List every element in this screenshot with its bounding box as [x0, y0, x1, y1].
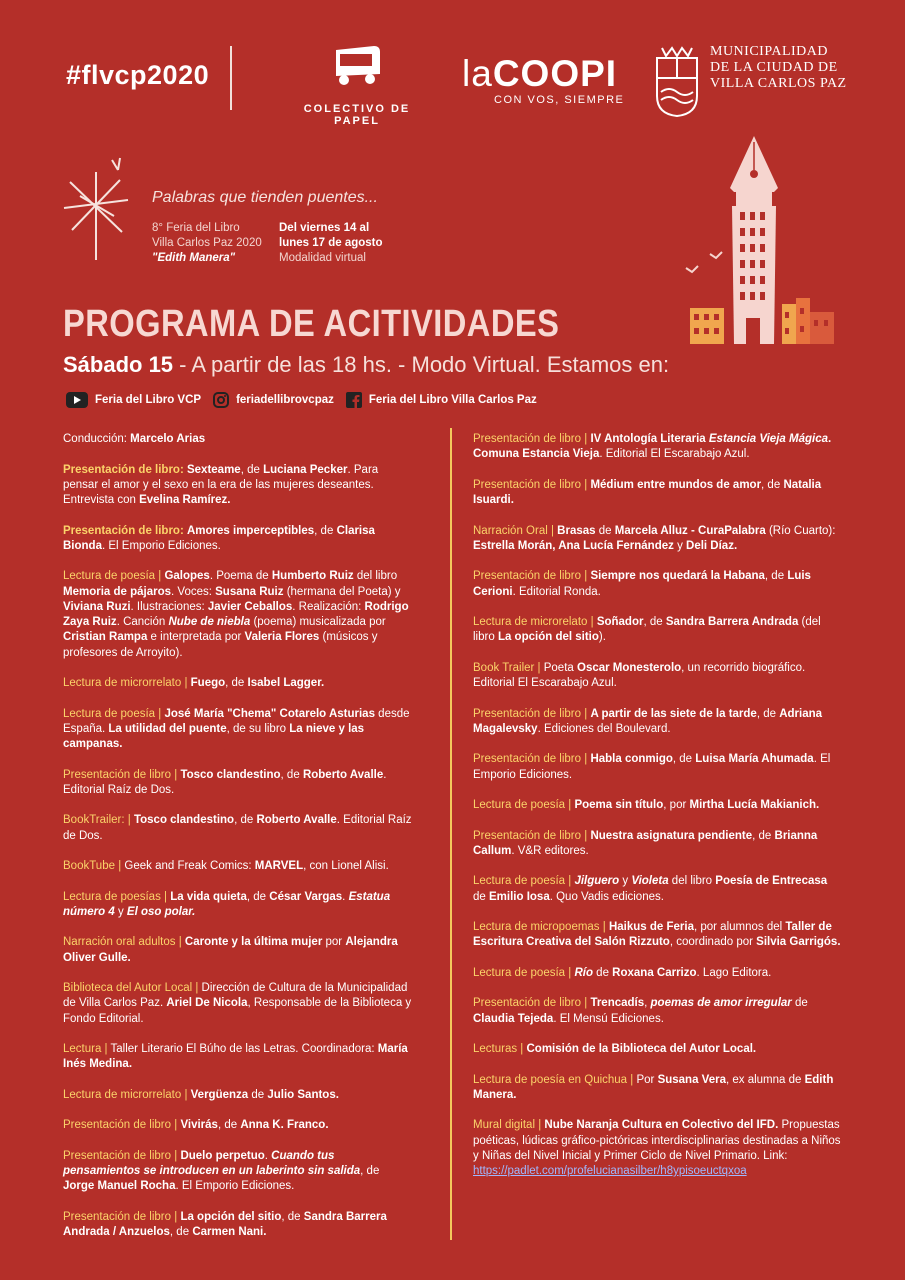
program-item: Lectura de poesía en Quichua | Por Susana Vera, ex alumna de Edith Manera.: [473, 1073, 834, 1101]
colectivo-de-papel-logo: [282, 44, 432, 127]
program-item: Lectura de microrrelato | Fuego, de Isabel Lagger.: [63, 677, 325, 689]
program-item: Lectura de micropoemas | Haikus de Feria, por alumnos del Taller de Escritura Creativa del Salón Rizzuto, coordinado por Silvia Garrigós.: [473, 921, 841, 949]
coat-of-arms-icon: [652, 44, 702, 118]
spark-icon: [60, 152, 132, 262]
program-item: Presentación de libro | Vivirás, de Anna K. Franco.: [63, 1119, 329, 1132]
header-divider: [230, 46, 232, 110]
feria-info: [152, 221, 262, 266]
facebook-label: Feria del Libro Villa Carlos Paz: [368, 394, 537, 406]
program-item: Presentación de libro | Tosco clandestino, de Roberto Avalle. Editorial Raíz de Dos.: [63, 768, 387, 796]
program-item: Presentación de libro: Sexteame, de Luciana Pecker. Para pensar el amor y el sexo en la era de las mujeres deseantes. Entrevista con Evelina Ramírez.: [63, 463, 379, 506]
facebook-link[interactable]: [346, 392, 537, 408]
coopi-logo: [462, 54, 624, 106]
program-item: Presentación de libro: Amores imperceptibles, de Clarisa Bionda. El Emporio Ediciones.: [63, 524, 375, 552]
program-item: Biblioteca del Autor Local | Dirección de Cultura de la Municipalidad de Villa Carlos Paz. Ariel De Nicola, Responsable de la Biblioteca y Fondo Editorial.: [63, 982, 412, 1025]
program-right-column: [473, 432, 841, 1195]
program-item: Presentación de libro | IV Antología Literaria Estancia Vieja Mágica. Comuna Estancia Vieja. Editorial El Escarabajo Azul.: [473, 433, 832, 461]
muni-line-3: VILLA CARLOS PAZ: [710, 76, 847, 91]
program-item: Lectura de poesía | Poema sin título, por Mirtha Lucía Makianich.: [473, 799, 820, 811]
bus-icon: [330, 44, 384, 88]
program-item: Presentación de libro | Trencadís, poemas de amor irregular de Claudia Tejeda. El Mensú Ediciones.: [473, 997, 808, 1025]
pen-tower-illustration: [682, 132, 842, 348]
program-item: Presentación de libro | A partir de las siete de la tarde, de Adriana Magalevsky. Ediciones del Boulevard.: [473, 707, 823, 735]
coopi-main: COOPI: [492, 53, 618, 94]
program-item: Lectura de poesía | Río de Roxana Carrizo. Lago Editora.: [473, 966, 772, 979]
facebook-icon: [346, 392, 362, 408]
feria-line-2: Villa Carlos Paz 2020: [152, 237, 262, 249]
program-item: BookTrailer: | Tosco clandestino, de Roberto Avalle. Editorial Raíz de Dos.: [63, 814, 412, 842]
muni-line-1: MUNICIPALIDAD: [710, 44, 828, 59]
program-item: Presentación de libro | Médium entre mundos de amor, de Natalia Isuardi.: [473, 478, 822, 506]
program-item: Narración Oral | Brasas de Marcela Alluz - CuraPalabra (Río Cuarto): Estrella Morán, Ana Lucía Fernández y Deli Díaz.: [473, 524, 836, 552]
program-title: PROGRAMA DE ACITIVIDADES: [63, 303, 560, 345]
feria-line-3: "Edith Manera": [152, 252, 236, 264]
program-day-rest: - A partir de las 18 hs. - Modo Virtual. Estamos en:: [173, 352, 670, 377]
coopi-la: la: [462, 53, 493, 94]
program-left-column: [63, 432, 413, 1256]
program-item: Lectura de poesías | La vida quieta, de César Vargas. Estatua número 4 y El oso polar.: [63, 890, 391, 918]
program-item: Mural digital | Nube Naranja Cultura en Colectivo del IFD. Propuestas poéticas, lúdicas gráfico-pictóricas interdisciplinarias destinadas a Niños y Niñas del Nivel Inicial y Primer Ciclo de Nivel Primario. Link: https://padlet.com/profelucianasilber/h8ypisoeuctqxoa: [473, 1119, 841, 1177]
program-item: Presentación de libro | Duelo perpetuo. Cuando tus pensamientos se introducen en un laberinto sin salida, de Jorge Manuel Rocha. El Emporio Ediciones.: [63, 1149, 380, 1193]
instagram-label: feriadellibrovcpaz: [236, 394, 334, 406]
instagram-link[interactable]: [213, 392, 334, 408]
column-divider: [450, 428, 452, 1240]
dates-line-2: lunes 17 de agosto: [279, 237, 383, 249]
youtube-icon: [66, 392, 88, 408]
program-item: Conducción: Marcelo Arias: [63, 433, 206, 445]
program-item: Presentación de libro | Siempre nos quedará la Habana, de Luis Cerioni. Editorial Ronda.: [473, 570, 811, 598]
program-item: Lectura de microrelato | Soñador, de Sandra Barrera Andrada (del libro La opción del sitio).: [473, 616, 821, 644]
program-item: Lectura de poesía | José María "Chema" Cotarelo Asturias desde España. La utilidad del puente, de su libro La nieve y las campanas.: [63, 707, 410, 750]
padlet-link[interactable]: https://padlet.com/profelucianasilber/h8ypisoeuctqxoa: [473, 1165, 747, 1177]
program-item: Lecturas | Comisión de la Biblioteca del Autor Local.: [473, 1043, 757, 1055]
dates-line-1: Del viernes 14 al: [279, 222, 370, 234]
program-item: Lectura de poesía | Jilguero y Violeta del libro Poesía de Entrecasa de Emilio Iosa. Quo Vadis ediciones.: [473, 875, 828, 903]
program-subtitle: [63, 352, 669, 378]
colectivo-label: COLECTIVO DE PAPEL: [303, 103, 411, 127]
municipalidad-logo: [652, 44, 847, 118]
program-item: Presentación de libro | Nuestra asignatura pendiente, de Brianna Callum. V&R editores.: [473, 829, 818, 857]
program-item: Lectura de poesía | Galopes. Poema de Humberto Ruiz del libro Memoria de pájaros. Voces: Susana Ruiz (hermana del Poeta) y Viviana Ruzi. Ilustraciones: Javier Ceballos. Realización: Rodrigo Zaya Ruiz. Canción Nube de niebla (poema) musicalizada por Cristian Rampa e interpretada por Valeria Flores (músicos y profesores de Arroyito).: [63, 570, 409, 659]
program-item: Presentación de libro | La opción del sitio, de Sandra Barrera Andrada / Anzuelos, de Carmen Nani.: [63, 1210, 387, 1238]
muni-line-2: DE LA CIUDAD DE: [710, 60, 838, 75]
coopi-slogan: CON VOS, SIEMPRE: [494, 94, 625, 106]
hashtag: #flvcp2020: [66, 60, 210, 90]
youtube-link[interactable]: [66, 392, 201, 408]
program-day: Sábado 15: [63, 352, 174, 377]
youtube-label: Feria del Libro VCP: [95, 394, 202, 406]
program-item: Presentación de libro | Habla conmigo, de Luisa María Ahumada. El Emporio Ediciones.: [473, 753, 831, 781]
feria-line-1: 8° Feria del Libro: [152, 222, 240, 234]
program-item: Narración oral adultos | Caronte y la última mujer por Alejandra Oliver Gulle.: [63, 936, 398, 964]
dates-info: [279, 221, 383, 266]
social-links: [66, 392, 549, 408]
program-item: Lectura de microrrelato | Vergüenza de Julio Santos.: [63, 1088, 339, 1101]
program-item: Lectura | Taller Literario El Búho de las Letras. Coordinadora: María Inés Medina.: [63, 1043, 408, 1071]
program-item: Book Trailer | Poeta Oscar Monesterolo, un recorrido biográfico. Editorial El Escarabajo Azul.: [473, 661, 806, 689]
instagram-icon: [213, 392, 229, 408]
tagline: Palabras que tienden puentes...: [152, 189, 378, 206]
dates-line-3: Modalidad virtual: [279, 252, 366, 264]
program-item: BookTube | Geek and Freak Comics: MARVEL, con Lionel Alisi.: [63, 860, 389, 872]
